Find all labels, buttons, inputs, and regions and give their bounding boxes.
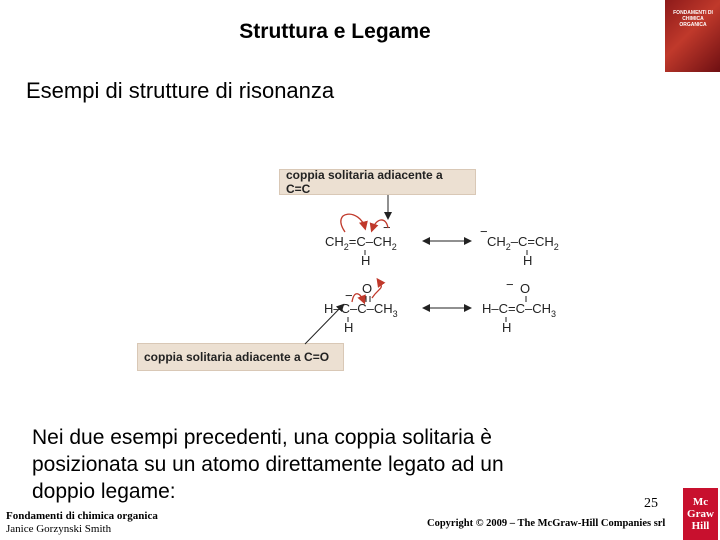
carbonyl-right-o-minus: −: [506, 277, 514, 292]
slide-subtitle: Esempi di strutture di risonanza: [26, 78, 335, 103]
allyl-right-structure: [480, 224, 559, 268]
carbonyl-right-chain: $H-C=C-CH_3$: [482, 301, 557, 319]
footer-copyright: Copyright © 2009 – The McGraw-Hill Companies srl: [427, 518, 666, 529]
carbonyl-right-structure: [482, 277, 556, 335]
allyl-right-h: H: [523, 253, 533, 268]
allyl-left-structure: [325, 214, 397, 268]
logo-line: Mc: [692, 496, 709, 508]
carbonyl-right-h: H: [502, 320, 512, 335]
body-line: doppio legame:: [32, 480, 176, 503]
lone-pair-co-label-text: coppia solitaria adiacente a C=O: [144, 350, 330, 364]
slide-title: Struttura e Legame: [239, 20, 431, 43]
carbonyl-right-o: O: [520, 281, 531, 296]
carbonyl-left-h: H: [344, 320, 354, 335]
page-number: 25: [644, 496, 658, 511]
allyl-left-ch: $CH_2=C-CH_2$: [325, 234, 397, 252]
body-line: posizionata su un atomo direttamente legato ad un: [32, 453, 504, 476]
carbonyl-left-o: O: [362, 281, 373, 296]
carbonyl-left-minus: −: [345, 288, 353, 303]
curved-arrow-4: [372, 280, 381, 298]
carbonyl-left-structure: [324, 280, 398, 335]
book-cover-title: FONDAMENTI DI CHIMICA ORGANICA: [673, 10, 713, 28]
curved-arrow-1: [341, 214, 365, 232]
logo-line: Hill: [691, 520, 710, 532]
lone-pair-cc-label-text: coppia solitaria adiacente a C=C: [286, 168, 443, 196]
allyl-left-h: H: [361, 253, 371, 268]
logo-line: Graw: [687, 508, 714, 520]
footer-book-title: Fondamenti di chimica organica: [6, 510, 158, 522]
body-paragraph: [32, 424, 632, 505]
allyl-right-ch: $CH_2-C=CH_2$: [487, 234, 559, 252]
carbonyl-left-chain: $H-C-C-CH_3$: [324, 301, 398, 319]
publisher-logo: [683, 488, 718, 540]
allyl-left-minus: −: [383, 220, 391, 235]
body-line: Nei due esempi precedenti, una coppia solitaria è: [32, 426, 492, 449]
footer-author: Janice Gorzynski Smith: [6, 523, 112, 535]
allyl-right-minus: −: [480, 224, 488, 239]
